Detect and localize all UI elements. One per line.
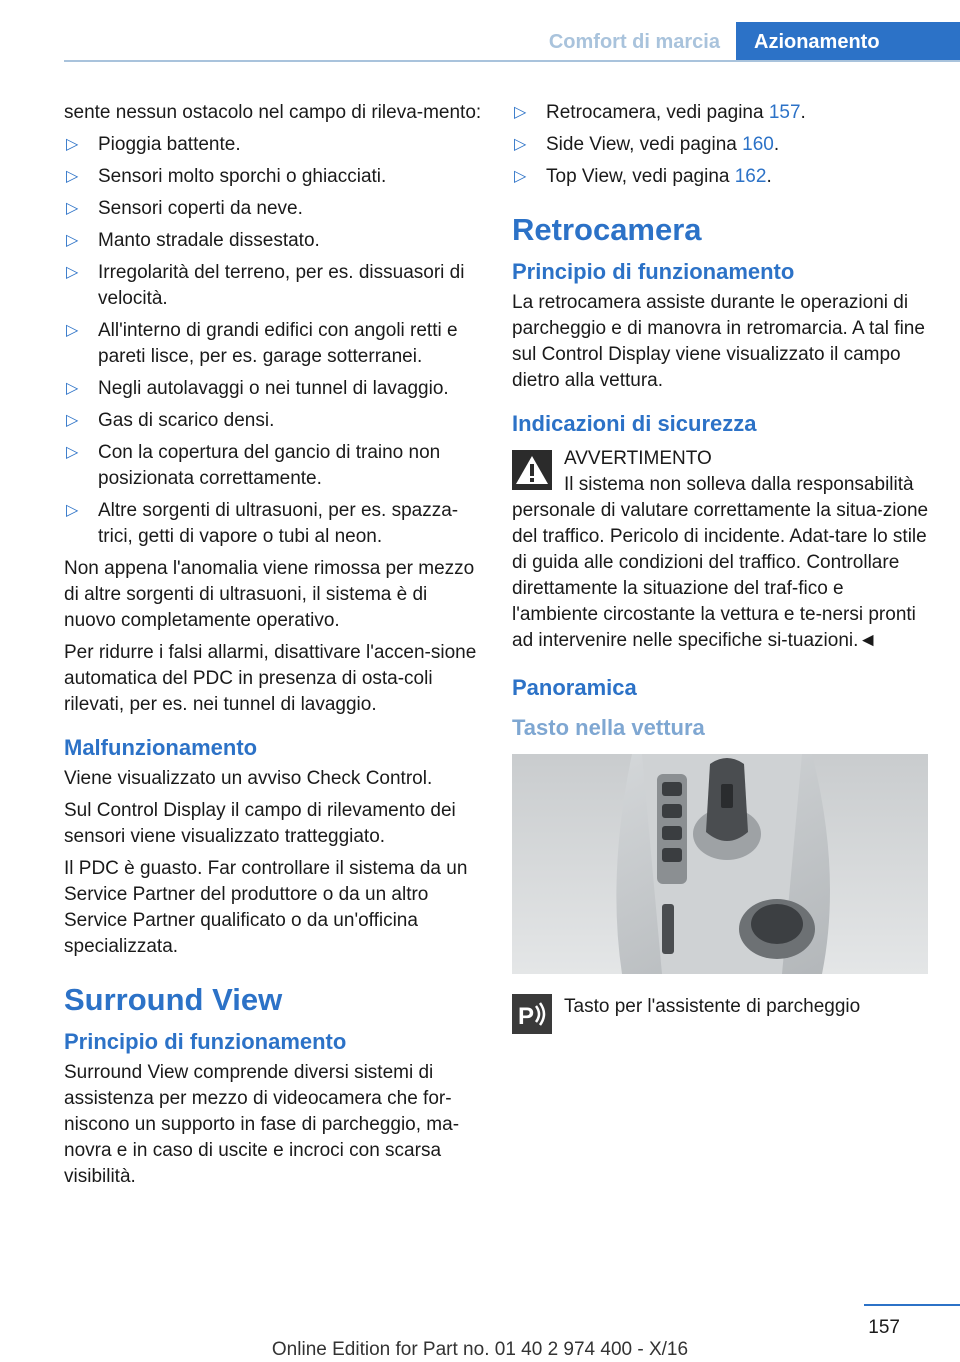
bullet-triangle-icon: ▷ xyxy=(66,264,79,281)
center-console-photo xyxy=(512,754,928,974)
malfunction-text-1: Viene visualizzato un avviso Check Control. xyxy=(64,768,433,789)
bullet-triangle-icon: ▷ xyxy=(66,322,79,339)
warning-triangle-icon xyxy=(512,450,552,490)
bullet-triangle-icon: ▷ xyxy=(66,200,79,217)
header-rule xyxy=(64,60,960,62)
surround-view-heading: Surround View xyxy=(64,982,283,1017)
footer-rule xyxy=(864,1304,960,1306)
list-item: ▷ Irregolarità del terreno, per es. dissuasori di velocità. xyxy=(66,262,465,309)
reference-list xyxy=(512,100,930,190)
intro-text: sente nessun ostacolo nel campo di rileva-mento: xyxy=(64,102,482,123)
page-number: 157 xyxy=(868,1317,900,1338)
warning-block xyxy=(512,446,930,654)
chapter-tab[interactable]: Azionamento xyxy=(736,22,960,62)
warning-title: AVVERTIMENTO xyxy=(564,448,712,469)
bullet-triangle-icon: ▷ xyxy=(66,168,79,185)
bullet-triangle-icon: ▷ xyxy=(66,502,79,519)
rear-camera-subheading: Principio di funzionamento xyxy=(512,259,795,284)
bullet-triangle-icon: ▷ xyxy=(66,380,79,397)
button-heading: Tasto nella vettura xyxy=(512,715,705,740)
bullet-triangle-icon: ▷ xyxy=(514,104,527,121)
bullet-triangle-icon: ▷ xyxy=(514,168,527,185)
recovery-text: Non appena l'anomalia viene rimossa per mezzo di altre sorgenti di ultrasuoni, il sistema è di nuovo completamente operativo. xyxy=(64,558,475,631)
page-link[interactable]: 160 xyxy=(742,134,774,155)
list-item: ▷ Negli autolavaggi o nei tunnel di lavaggio. xyxy=(64,376,482,402)
list-item: ▷ Pioggia battente. xyxy=(64,132,482,158)
section-tab[interactable]: Comfort di marcia xyxy=(548,31,720,53)
list-item: ▷ Top View, vedi pagina 162. xyxy=(512,164,930,190)
svg-text:P: P xyxy=(518,1003,535,1030)
list-item: ▷ Gas di scarico densi. xyxy=(64,408,482,434)
bullet-triangle-icon: ▷ xyxy=(66,136,79,153)
safety-heading: Indicazioni di sicurezza xyxy=(512,411,757,436)
list-item: ▷ Manto stradale dissestato. xyxy=(64,228,482,254)
button-caption-text: Tasto per l'assistente di parcheggio xyxy=(564,996,861,1017)
obstacle-list xyxy=(64,132,482,550)
surround-view-text: Surround View comprende diversi sistemi di assistenza per mezzo di videocamera che for-niscono un supporto in fase di parcheggio, ma-novra e in caso di uscite e incroci con scarsa visibilità. xyxy=(64,1062,460,1187)
page-link[interactable]: 162 xyxy=(734,166,767,187)
page-link[interactable]: 157 xyxy=(768,102,801,123)
malfunction-text-2: Sul Control Display il campo di rilevamento dei sensori viene visualizzato tratteggiato. xyxy=(64,800,456,847)
list-item: ▷ Con la copertura del gancio di traino non posizionata correttamente. xyxy=(66,442,441,489)
malfunction-heading: Malfunzionamento xyxy=(64,735,258,760)
bullet-triangle-icon: ▷ xyxy=(66,444,79,461)
rear-camera-text: La retrocamera assiste durante le operazioni di parcheggio e di manovra in retromarcia. A tal fine sul Control Display viene visualizzato il campo dietro alla vettura. xyxy=(512,292,925,391)
list-item: ▷ Altre sorgenti di ultrasuoni, per es. spazza-trici, getti di vapore o tubi al neon. xyxy=(66,500,459,547)
parking-button-caption xyxy=(512,992,930,1034)
surround-view-subheading: Principio di funzionamento xyxy=(64,1029,347,1054)
bullet-triangle-icon: ▷ xyxy=(514,136,527,153)
left-column xyxy=(64,100,482,1196)
malfunction-text-3: Il PDC è guasto. Far controllare il sistema da un Service Partner del produttore o da un altro Service Partner qualificato o da un'officina specializzata. xyxy=(64,858,468,957)
rear-camera-heading: Retrocamera xyxy=(512,212,702,247)
list-item: ▷ Side View, vedi pagina 160. xyxy=(512,132,930,158)
parking-assistant-button-icon xyxy=(512,994,552,1034)
right-column xyxy=(512,100,930,1034)
list-item: ▷ Sensori coperti da neve. xyxy=(64,196,482,222)
list-item: ▷ Retrocamera, vedi pagina 157. xyxy=(512,100,930,126)
page-header xyxy=(0,0,960,62)
bullet-triangle-icon: ▷ xyxy=(66,412,79,429)
overview-heading: Panoramica xyxy=(512,675,637,700)
warning-text: Il sistema non solleva dalla responsabilità personale di valutare correttamente la situa-zione del traffico. Pericolo di incidente. Adat-tare lo stile di guida alle condizioni del traffico. Controllare direttamente la situazione del traf-fico e l'ambiente circostante la vettura e te-nersi pronti ad intervenire nelle specifiche si-tuazioni.◄ xyxy=(512,474,929,651)
false-alarm-text: Per ridurre i falsi allarmi, disattivare l'accen-sione automatica del PDC in presenza di osta-coli rilevati, per es. nei tunnel di lavaggio. xyxy=(64,642,477,715)
edition-footer: Online Edition for Part no. 01 40 2 974 400 - X/16 xyxy=(271,1339,689,1360)
list-item: ▷ Sensori molto sporchi o ghiacciati. xyxy=(64,164,482,190)
bullet-triangle-icon: ▷ xyxy=(66,232,79,249)
list-item: ▷ All'interno di grandi edifici con angoli retti e pareti lisce, per es. garage sotterranei. xyxy=(66,320,458,367)
